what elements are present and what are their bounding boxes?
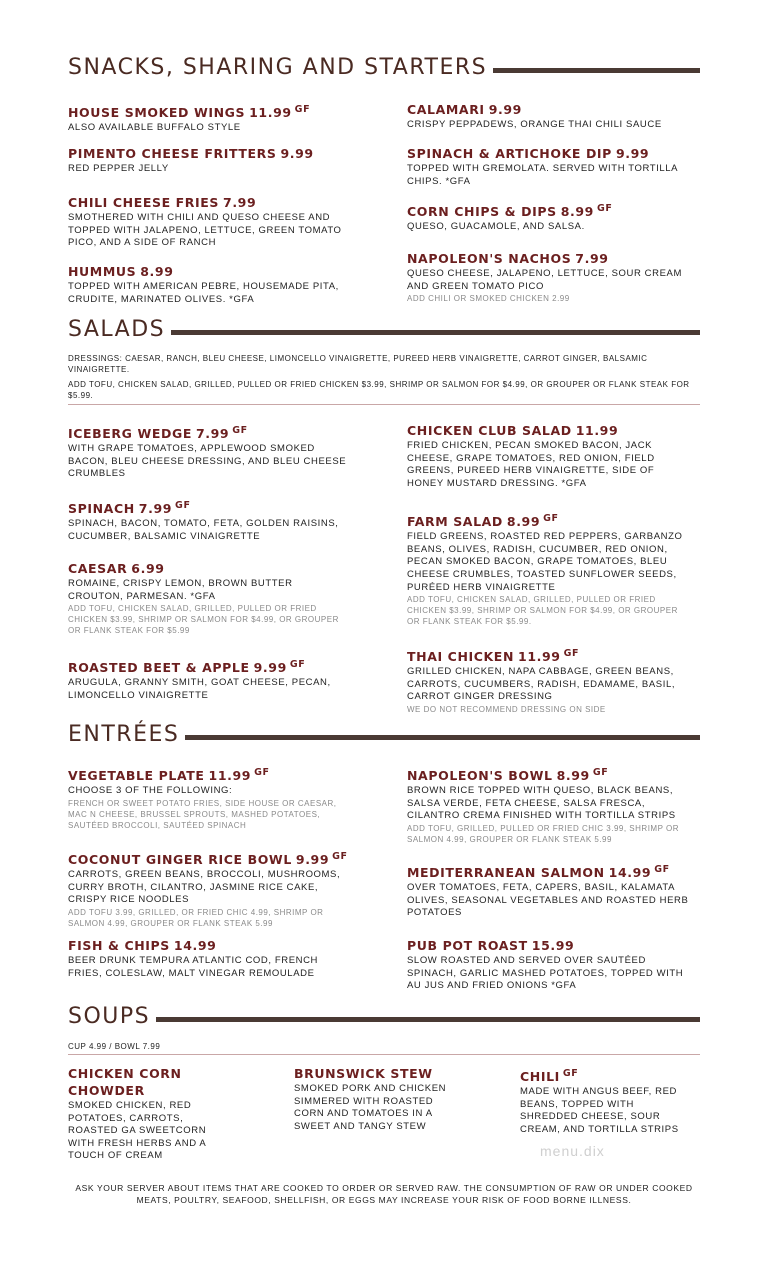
- section-title: SALADS: [68, 317, 166, 342]
- item-description: SMOTHERED WITH CHILI AND QUESO CHEESE AND TOPPED WITH JALAPENO, LETTUCE, GREEN TOMATO PICO, AND A SIDE OF RANCH: [68, 212, 342, 249]
- menu-item: [407, 200, 689, 234]
- salads-header: [68, 317, 700, 342]
- item-name: FARM SALAD: [407, 514, 503, 530]
- item-name: COCONUT GINGER RICE BOWL: [68, 852, 292, 868]
- item-price: 7.99: [575, 251, 609, 266]
- item-price: 14.99: [173, 938, 217, 953]
- item-name: CALAMARI: [407, 102, 485, 117]
- item-price: 8.99: [560, 204, 594, 220]
- item-name: VEGETABLE PLATE: [68, 768, 205, 784]
- section-divider: [171, 330, 700, 335]
- item-note: ADD TOFU, GRILLED, PULLED OR FRIED CHIC 3.99, SHRIMP OR SALMON 4.99, GROUPER OR FLANK STEAK 5.99: [407, 823, 679, 844]
- menu-item: [407, 861, 689, 920]
- soups-rule: [68, 1054, 700, 1055]
- item-note: ADD TOFU, CHICKEN SALAD, GRILLED, PULLED OR FRIED CHICKEN $3.99, SHRIMP OR SALMON FOR $4.99, OR GROUPER OR FLANK STEAK FOR $5.99.: [407, 595, 678, 627]
- item-price: 7.99: [138, 501, 173, 517]
- item-name: CHICKEN CORN CHOWDER: [68, 1066, 182, 1098]
- item-name: PUB POT ROAST: [407, 938, 528, 953]
- gf-badge: GF: [563, 648, 580, 659]
- item-description: FRIED CHICKEN, PECAN SMOKED BACON, JACK CHEESE, GRAPE TOMATOES, RED ONION, FIELD GREENS, PUREED HERB VINAIGRETTE, SIDE OF HONEY MUSTARD DRESSING. *GFA: [407, 440, 655, 489]
- item-name: THAI CHICKEN: [407, 649, 515, 665]
- item-name: FISH & CHIPS: [68, 938, 170, 953]
- menu-item: [407, 250, 689, 304]
- gf-badge: GF: [232, 425, 248, 436]
- item-note: ADD CHILI OR SMOKED CHICKEN 2.99: [407, 294, 570, 304]
- section-divider: [493, 68, 700, 73]
- item-description: CHOOSE 3 OF THE FOLLOWING:: [68, 785, 233, 797]
- gf-badge: GF: [562, 1068, 579, 1079]
- menu-item: [68, 937, 350, 980]
- item-description: ROMAINE, CRISPY LEMON, BROWN BUTTER CROUTON, PARMESAN. *GFA: [68, 578, 293, 602]
- item-description: BROWN RICE TOPPED WITH QUESO, BLACK BEANS, SALSA VERDE, FETA CHEESE, SALSA FRESCA, CILANTRO CREMA FINISHED WITH TORTILLA STRIPS: [407, 785, 676, 822]
- item-description: CRISPY PEPPADEWS, ORANGE THAI CHILI SAUCE: [407, 119, 662, 130]
- menu-item: [407, 645, 689, 715]
- item-description: GRILLED CHICKEN, NAPA CABBAGE, GREEN BEANS, CARROTS, CUCUMBERS, RADISH, EDAMAME, BASIL, CARROT GINGER DRESSING: [407, 666, 676, 703]
- entrees-header: [68, 722, 700, 747]
- menu-item: [407, 101, 689, 132]
- item-description: CARROTS, GREEN BEANS, BROCCOLI, MUSHROOMS, CURRY BROTH, CILANTRO, JASMINE RICE CAKE, CRISPY RICE NOODLES: [68, 869, 341, 906]
- gf-badge: GF: [592, 767, 609, 778]
- item-note: WE DO NOT RECOMMEND DRESSING ON SIDE: [407, 704, 606, 714]
- gf-badge: GF: [654, 864, 670, 875]
- item-description: FIELD GREENS, ROASTED RED PEPPERS, GARBANZO BEANS, OLIVES, RADISH, CUCUMBER, RED ONION, PECAN SMOKED BACON, GRAPE TOMATOES, BLEU CHEESE CRUMBLES, TOASTED SUNFLOWER SEEDS, PURÉED HERB VINAIGRETTE: [407, 531, 683, 593]
- menu-item: [520, 1065, 695, 1137]
- salad-addons: ADD TOFU, CHICKEN SALAD, GRILLED, PULLED OR FRIED CHICKEN $3.99, SHRIMP OR SALMON FOR $4.99, OR GROUPER OR FLANK STEAK FOR $5.99.: [68, 380, 690, 400]
- item-name: CHILI: [520, 1069, 560, 1085]
- item-name: SPINACH: [68, 501, 135, 517]
- item-name: PIMENTO CHEESE FRITTERS: [68, 146, 277, 161]
- item-price: 11.99: [208, 768, 252, 784]
- menu-item: [407, 145, 689, 188]
- item-name: MEDITERRANEAN SALMON: [407, 865, 605, 881]
- section-divider: [156, 1017, 700, 1022]
- menu-item: [407, 937, 689, 993]
- gf-badge: GF: [289, 659, 306, 670]
- item-price: 9.99: [615, 146, 650, 161]
- section-title: SOUPS: [68, 1004, 151, 1029]
- item-price: 9.99: [488, 102, 522, 117]
- item-name: BRUNSWICK STEW: [294, 1066, 433, 1081]
- item-name: HUMMUS: [68, 264, 137, 279]
- item-price: 8.99: [140, 264, 174, 279]
- gf-badge: GF: [254, 767, 270, 778]
- item-note: FRENCH OR SWEET POTATO FRIES, SIDE HOUSE OR CAESAR, MAC N CHEESE, BRUSSEL SPROUTS, MASHED POTATOES, SAUTÉED BROCCOLI, SAUTÉED SPINACH: [68, 798, 337, 830]
- dressings-list: DRESSINGS: CAESAR, RANCH, BLEU CHEESE, LIMONCELLO VINAIGRETTE, PUREED HERB VINAIGRETTE, CARROT GINGER, BALSAMIC VINAIGRETTE.: [68, 354, 648, 374]
- menu-item: [68, 764, 350, 831]
- menu-item: [407, 764, 689, 845]
- item-description: WITH GRAPE TOMATOES, APPLEWOOD SMOKED BACON, BLEU CHEESE DRESSING, AND BLEU CHEESE CRUMBLES: [68, 443, 347, 480]
- gf-badge: GF: [596, 203, 613, 214]
- item-price: 11.99: [518, 649, 561, 665]
- menu-item: [68, 497, 350, 543]
- gf-badge: GF: [294, 104, 311, 115]
- gf-badge: GF: [543, 513, 559, 524]
- item-description: MADE WITH ANGUS BEEF, RED BEANS, TOPPED WITH SHREDDED CHEESE, SOUR CREAM, AND TORTILLA STRIPS: [520, 1086, 679, 1135]
- soups-header: [68, 1004, 700, 1029]
- item-name: CORN CHIPS & DIPS: [407, 204, 557, 220]
- menu-item: [68, 656, 350, 702]
- menu-item: [68, 848, 350, 929]
- section-title: SNACKS, SHARING AND STARTERS: [68, 55, 488, 80]
- salads-rule: [68, 404, 700, 405]
- item-description: OVER TOMATOES, FETA, CAPERS, BASIL, KALAMATA OLIVES, SEASONAL VEGETABLES AND ROASTED HERB POTATOES: [407, 882, 689, 919]
- item-price: 7.99: [195, 426, 230, 442]
- item-note: ADD TOFU, CHICKEN SALAD, GRILLED, PULLED OR FRIED CHICKEN $3.99, SHRIMP OR SALMON FOR $4.99, OR GROUPER OR FLANK STEAK FOR $5.99: [68, 604, 339, 636]
- menu-item: [294, 1065, 464, 1133]
- item-price: 8.99: [556, 768, 590, 784]
- food-safety-disclaimer: ASK YOUR SERVER ABOUT ITEMS THAT ARE COOKED TO ORDER OR SERVED RAW. THE CONSUMPTION OF RAW OR UNDER COOKED MEATS, POULTRY, SEAFOOD, SHELLFISH, OR EGGS MAY INCREASE YOUR RISK OF FOOD BORNE ILLNESS.: [75, 1183, 693, 1205]
- item-note: ADD TOFU 3.99, GRILLED, OR FRIED CHIC 4.99, SHRIMP OR SALMON 4.99, GROUPER OR FLANK STEAK 5.99: [68, 907, 324, 928]
- item-price: 8.99: [506, 514, 541, 530]
- menu-item: [68, 263, 350, 306]
- item-price: 9.99: [253, 660, 287, 676]
- item-price: 6.99: [131, 561, 165, 576]
- menu-item: [68, 194, 350, 250]
- menu-item: [407, 422, 689, 490]
- item-price: 14.99: [608, 865, 652, 881]
- item-description: QUESO, GUACAMOLE, AND SALSA.: [407, 221, 585, 233]
- item-name: CHILI CHEESE FRIES: [68, 195, 220, 210]
- item-name: SPINACH & ARTICHOKE DIP: [407, 146, 612, 161]
- item-name: ROASTED BEET & APPLE: [68, 660, 250, 676]
- item-price: 9.99: [295, 852, 330, 868]
- item-name: NAPOLEON'S BOWL: [407, 768, 553, 784]
- menu-item: [68, 145, 350, 176]
- menu-item: [68, 422, 350, 481]
- item-description: SLOW ROASTED AND SERVED OVER SAUTÉED SPINACH, GARLIC MASHED POTATOES, TOPPED WITH AU JUS AND FRIED ONIONS *GFA: [407, 955, 684, 992]
- item-name: CHICKEN CLUB SALAD: [407, 423, 572, 438]
- item-description: RED PEPPER JELLY: [68, 163, 169, 174]
- item-name: CAESAR: [68, 561, 128, 576]
- item-name: NAPOLEON'S NACHOS: [407, 251, 572, 266]
- menu-item: [68, 560, 350, 636]
- menu-item: [68, 1065, 218, 1163]
- item-description: QUESO CHEESE, JALAPENO, LETTUCE, SOUR CREAM AND GREEN TOMATO PICO: [407, 268, 682, 292]
- soup-pricing: CUP 4.99 / BOWL 7.99: [68, 1042, 161, 1051]
- menu-item: [407, 510, 689, 627]
- gf-badge: GF: [332, 851, 348, 862]
- item-price: 7.99: [223, 195, 257, 210]
- gf-badge: GF: [175, 500, 191, 511]
- item-description: ARUGULA, GRANNY SMITH, GOAT CHEESE, PECAN, LIMONCELLO VINAIGRETTE: [68, 677, 331, 701]
- item-description: SPINACH, BACON, TOMATO, FETA, GOLDEN RAISINS, CUCUMBER, BALSAMIC VINAIGRETTE: [68, 518, 339, 542]
- item-name: ICEBERG WEDGE: [68, 426, 192, 442]
- item-price: 15.99: [531, 938, 575, 953]
- item-price: 11.99: [249, 105, 292, 121]
- item-description: SMOKED CHICKEN, RED POTATOES, CARROTS, ROASTED GA SWEETCORN WITH FRESH HERBS AND A TOUCH OF CREAM: [68, 1100, 207, 1162]
- item-description: TOPPED WITH GREMOLATA. SERVED WITH TORTILLA CHIPS. *GFA: [407, 163, 678, 187]
- item-description: BEER DRUNK TEMPURA ATLANTIC COD, FRENCH FRIES, COLESLAW, MALT VINEGAR REMOULADE: [68, 955, 319, 979]
- section-title: ENTRÉES: [68, 722, 180, 747]
- item-description: SMOKED PORK AND CHICKEN SIMMERED WITH ROASTED CORN AND TOMATOES IN A SWEET AND TANGY STEW: [294, 1083, 447, 1132]
- item-price: 9.99: [280, 146, 314, 161]
- section-divider: [185, 735, 700, 740]
- item-description: TOPPED WITH AMERICAN PEBRE, HOUSEMADE PITA, CRUDITE, MARINATED OLIVES. *GFA: [68, 281, 339, 305]
- item-price: 11.99: [575, 423, 619, 438]
- watermark: menu.dix: [540, 1143, 605, 1159]
- item-name: HOUSE SMOKED WINGS: [68, 105, 246, 121]
- menu-item: [68, 101, 350, 135]
- item-description: ALSO AVAILABLE BUFFALO STYLE: [68, 122, 241, 134]
- snacks-header: [68, 55, 700, 80]
